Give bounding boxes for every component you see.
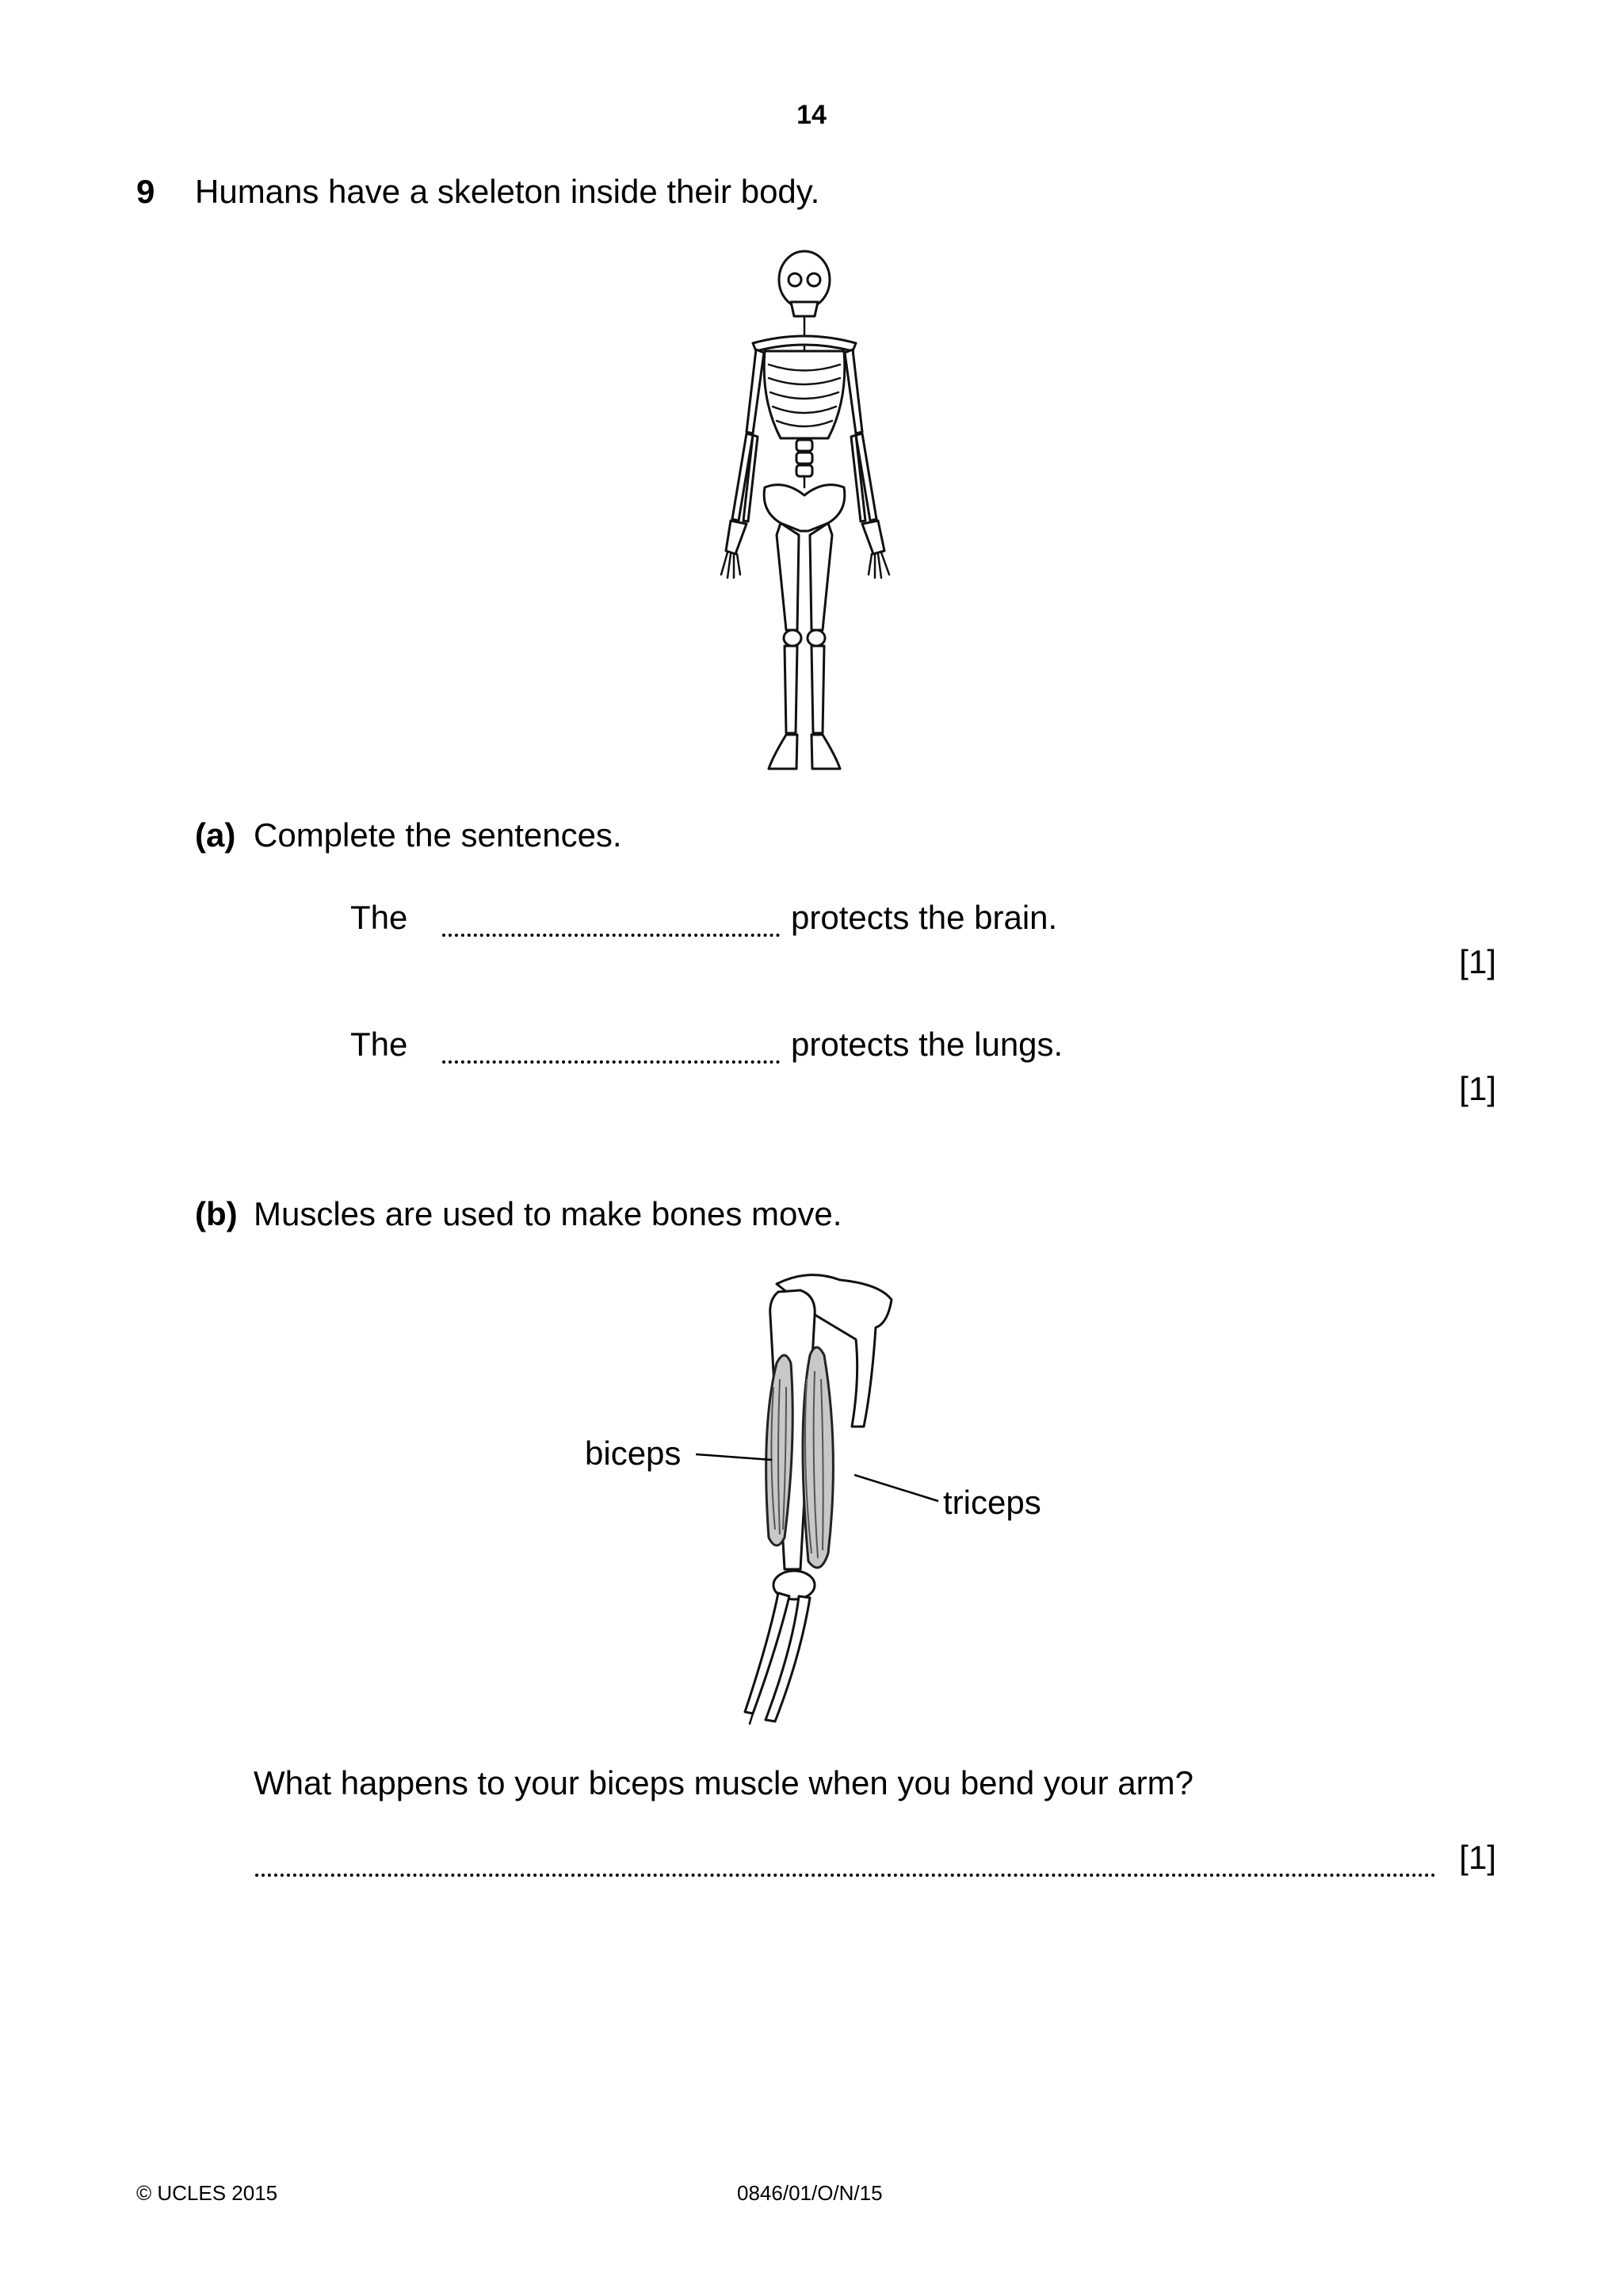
footer-code: 0846/01/O/N/15	[737, 2181, 883, 2205]
skeleton-figure	[697, 250, 935, 781]
answer-line-lungs[interactable]	[442, 1060, 780, 1064]
part-b-prompt: What happens to your biceps muscle when you bend your arm?	[254, 1764, 1193, 1801]
sentence2-start: The	[350, 1026, 408, 1063]
question-stem: Humans have a skeleton inside their body.	[195, 173, 820, 210]
mark-allocation-1: [1]	[1459, 943, 1496, 980]
answer-line-biceps[interactable]	[255, 1874, 1436, 1877]
answer-line-brain[interactable]	[442, 934, 780, 937]
footer-copyright: © UCLES 2015	[136, 2181, 278, 2205]
part-b-label: (b)	[195, 1195, 238, 1232]
question-number: 9	[136, 173, 155, 210]
label-biceps: biceps	[585, 1435, 682, 1472]
leader-line-biceps	[696, 1450, 775, 1466]
mark-allocation-2: [1]	[1459, 1070, 1496, 1107]
leader-line-triceps	[854, 1471, 941, 1503]
page-number: 14	[796, 100, 827, 130]
sentence1-start: The	[350, 899, 408, 936]
sentence1-end: protects the brain.	[791, 899, 1058, 936]
sentence2-end: protects the lungs.	[791, 1026, 1064, 1063]
part-a-instruction: Complete the sentences.	[254, 816, 622, 854]
part-b-text: Muscles are used to make bones move.	[254, 1195, 842, 1232]
label-triceps: triceps	[943, 1484, 1041, 1521]
mark-allocation-3: [1]	[1459, 1839, 1496, 1876]
part-a-label: (a)	[195, 816, 236, 854]
